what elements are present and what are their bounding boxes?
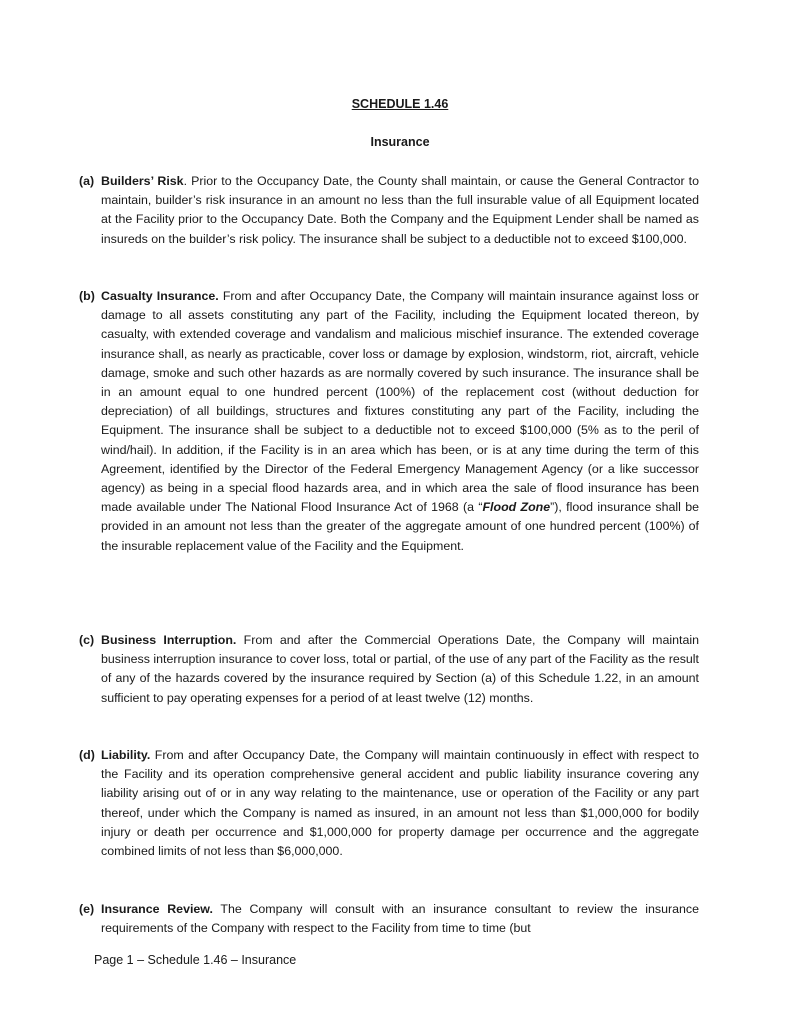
section-text: From and after Occupancy Date, the Company will maintain continuously in effect with respect to the Facility and its operation comprehensive general accident and public liability insurance covering any liability arising out of or in any way relating to the maintenance, use or operation of the Facility or any part thereof, under which the Company is named as insured, in an amount not less than $1,000,000 for bodily injury or death per occurrence and $1,000,000 for property damage per occurrence and the aggregate combined limits of not less than $6,000,000.	[101, 748, 699, 859]
section-heading: Builders’ Risk	[101, 174, 184, 188]
section-text: From and after the Commercial Operations Date, the Company will maintain business interruption insurance to cover loss, total or partial, of the use of any part of the Facility as the result of any of the hazards covered by the insurance required by Section (a) of this Schedule 1.22, in an amount sufficient to pay operating expenses for a period of at least twelve (12) months.	[101, 633, 700, 705]
section-body	[101, 746, 699, 861]
schedule-subtitle: Insurance	[370, 135, 430, 149]
section-heading: Insurance Review.	[101, 902, 213, 916]
section-liability	[79, 746, 699, 861]
section-heading: Business Interruption.	[101, 633, 237, 647]
section-body	[101, 631, 699, 708]
section-builders-risk	[79, 172, 699, 249]
section-heading: Liability.	[101, 748, 151, 762]
section-body	[101, 900, 699, 938]
section-business-interruption	[79, 631, 699, 708]
section-marker: (b)	[79, 289, 95, 303]
section-casualty-insurance	[79, 287, 699, 556]
section-text: The Company will consult with an insurance consultant to review the insurance requirements of the Company with respect to the Facility from time to time (but	[101, 902, 699, 936]
section-heading: Casualty Insurance.	[101, 289, 219, 303]
schedule-title: SCHEDULE 1.46	[351, 97, 449, 111]
section-text-continued: ”), flood insurance shall be provided in an amount not less than the greater of the aggregate amount of one hundred percent (100%) of the insurable replacement value of the Facility and the Equipment.	[101, 500, 700, 553]
section-insurance-review	[79, 900, 699, 938]
section-body	[101, 172, 699, 249]
defined-term-flood-zone: Flood Zone	[482, 500, 551, 515]
section-marker: (d)	[79, 748, 95, 762]
section-body	[101, 287, 699, 556]
section-marker: (c)	[79, 633, 95, 647]
page-footer: Page 1 – Schedule 1.46 – Insurance	[94, 953, 297, 967]
section-text: From and after Occupancy Date, the Company will maintain insurance against loss or damage to all assets constituting any part of the Facility, including the Equipment located thereon, by casualty, with extended coverage and vandalism and malicious mischief insurance. The extended coverage insurance shall, as nearly as practicable, cover loss or damage by explosion, windstorm, riot, aircraft, vehicle damage, smoke and such other hazards as are normally covered by such insurance. The insurance shall be in an amount equal to one hundred percent (100%) of the replacement cost (without deduction for depreciation) of all buildings, structures and fixtures constituting any part of the Facility, including the Equipment. The insurance shall be subject to a deductible not to exceed $100,000 (5% as to the peril of wind/hail). In addition, if the Facility is in an area which has been, or is at any time during the term of this Agreement, identified by the Director of the Federal Emergency Management Agency (or a like successor agency) as being in a special flood hazards area, and in which area the sale of flood insurance has been made available under The National Flood Insurance Act of 1968 (a “	[101, 289, 699, 515]
section-text: . Prior to the Occupancy Date, the County shall maintain, or cause the General Contractor to maintain, builder’s risk insurance in an amount no less than the full insurable value of all Equipment located at the Facility prior to the Occupancy Date. Both the Company and the Equipment Lender shall be named as insureds on the builder’s risk policy. The insurance shall be subject to a deductible not to exceed $100,000.	[101, 174, 699, 246]
section-marker: (a)	[79, 174, 95, 188]
section-marker: (e)	[79, 902, 95, 916]
